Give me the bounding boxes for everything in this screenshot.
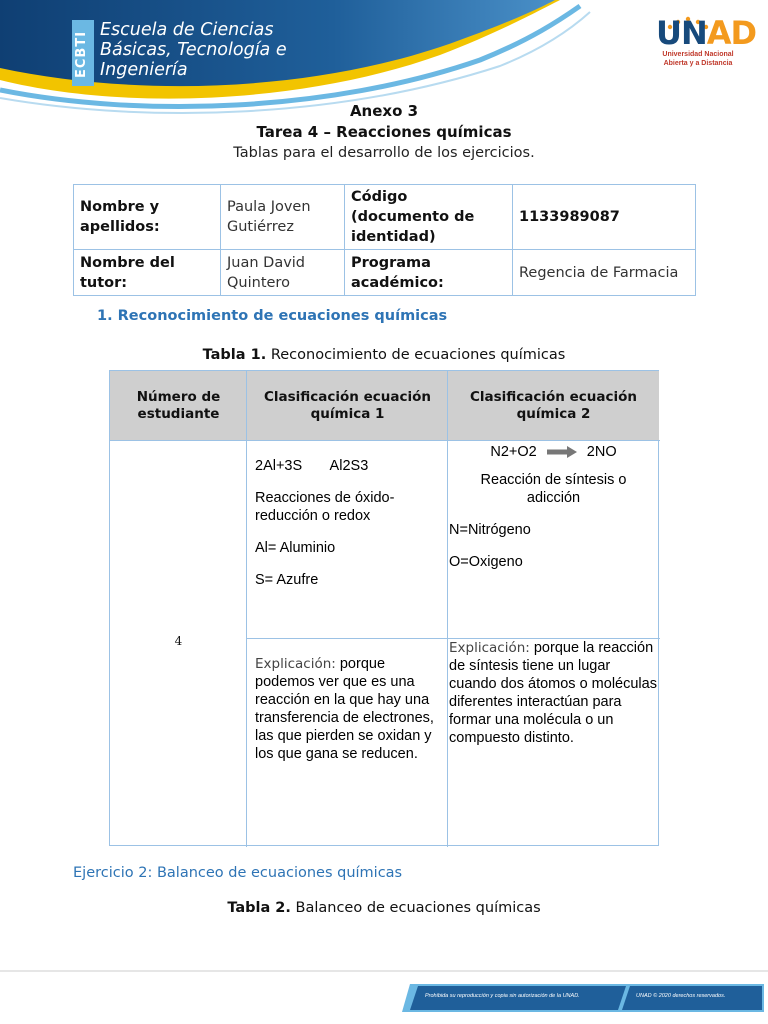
divider (246, 371, 247, 847)
code-label: Código (documento de identidad) (345, 185, 513, 250)
section1-heading: 1. Reconocimiento de ecuaciones químicas (97, 308, 448, 324)
table1-header-eq2: Clasificación ecuación química 2 (448, 371, 659, 441)
program-label: Programa académico: (345, 250, 513, 296)
section2-heading: Ejercicio 2: Balanceo de ecuaciones químicas (73, 865, 403, 881)
table1-header-eq1: Clasificación ecuación química 1 (247, 371, 448, 441)
table2-caption: Tabla 2. Balanceo de ecuaciones químicas (227, 900, 541, 916)
school-name-line1: Escuela de Ciencias (100, 20, 274, 40)
eq2-cell (448, 443, 659, 571)
logo-word: UNAD (656, 14, 757, 52)
program-value: Regencia de Farmacia (513, 250, 696, 296)
eq1-equation: 2Al+3S Al2S3 (255, 458, 369, 474)
table1 (109, 370, 659, 846)
logo-subtitle-2: Abierta y a Distancia (663, 60, 733, 67)
table1-header-student: Número de estudiante (110, 371, 247, 441)
subtitle: Tablas para el desarrollo de los ejercicios. (233, 145, 535, 161)
school-name-line3: Ingeniería (100, 60, 188, 80)
eq1-element2: S= Azufre (255, 572, 319, 588)
reaction-arrow-icon (547, 446, 577, 458)
eq2-explanation: Explicación: porque la reacción de síntesis tiene un lugar cuando dos átomos o moléculas diferentes interactúan para formar una molécula o un compuesto distinto. (449, 640, 657, 746)
eq1-explanation: Explicación: porque podemos ver que es una reacción en la que hay una transferencia de electrones, las que pierden se oxidan y los que gana se reducen. (255, 656, 434, 762)
eq2-equation (448, 443, 659, 471)
school-name-line2: Básicas, Tecnología e (100, 40, 287, 60)
code-value: 1133989087 (513, 185, 696, 250)
divider (110, 440, 660, 441)
eq2-classification: Reacción de síntesis o adicción (480, 472, 627, 506)
footer-rights: UNAD © 2020 derechos reservados. (636, 993, 726, 999)
footer-notice: Prohibida su reproducción y copia sin autorización de la UNAD. (425, 993, 580, 999)
annex-title: Anexo 3 (349, 102, 419, 120)
table1-caption: Tabla 1. Reconocimiento de ecuaciones químicas (202, 347, 566, 363)
eq2-reactants: N2+O2 (490, 444, 537, 460)
student-info-table (73, 184, 696, 296)
footer (0, 970, 768, 1024)
unad-logo (656, 14, 757, 80)
school-name (100, 20, 287, 80)
title-block (0, 102, 768, 163)
name-value: Paula Joven Gutiérrez (221, 185, 345, 250)
name-label: Nombre y apellidos: (74, 185, 221, 250)
eq1-element1: Al= Aluminio (255, 540, 336, 556)
logo-subtitle-1: Universidad Nacional (662, 51, 734, 58)
eq2-element1: N=Nitrógeno (449, 522, 531, 538)
faculty-tag: ECBTI (74, 30, 89, 78)
eq2-element2: O=Oxigeno (449, 554, 523, 570)
student-number: 4 (174, 634, 183, 648)
tutor-label: Nombre del tutor: (74, 250, 221, 296)
task-title: Tarea 4 – Reacciones químicas (256, 123, 512, 141)
eq2-product: 2NO (586, 444, 617, 460)
eq1-classification: Reacciones de óxido-reducción o redox (255, 490, 395, 524)
tutor-value: Juan David Quintero (221, 250, 345, 296)
eq1-cell (255, 457, 440, 603)
